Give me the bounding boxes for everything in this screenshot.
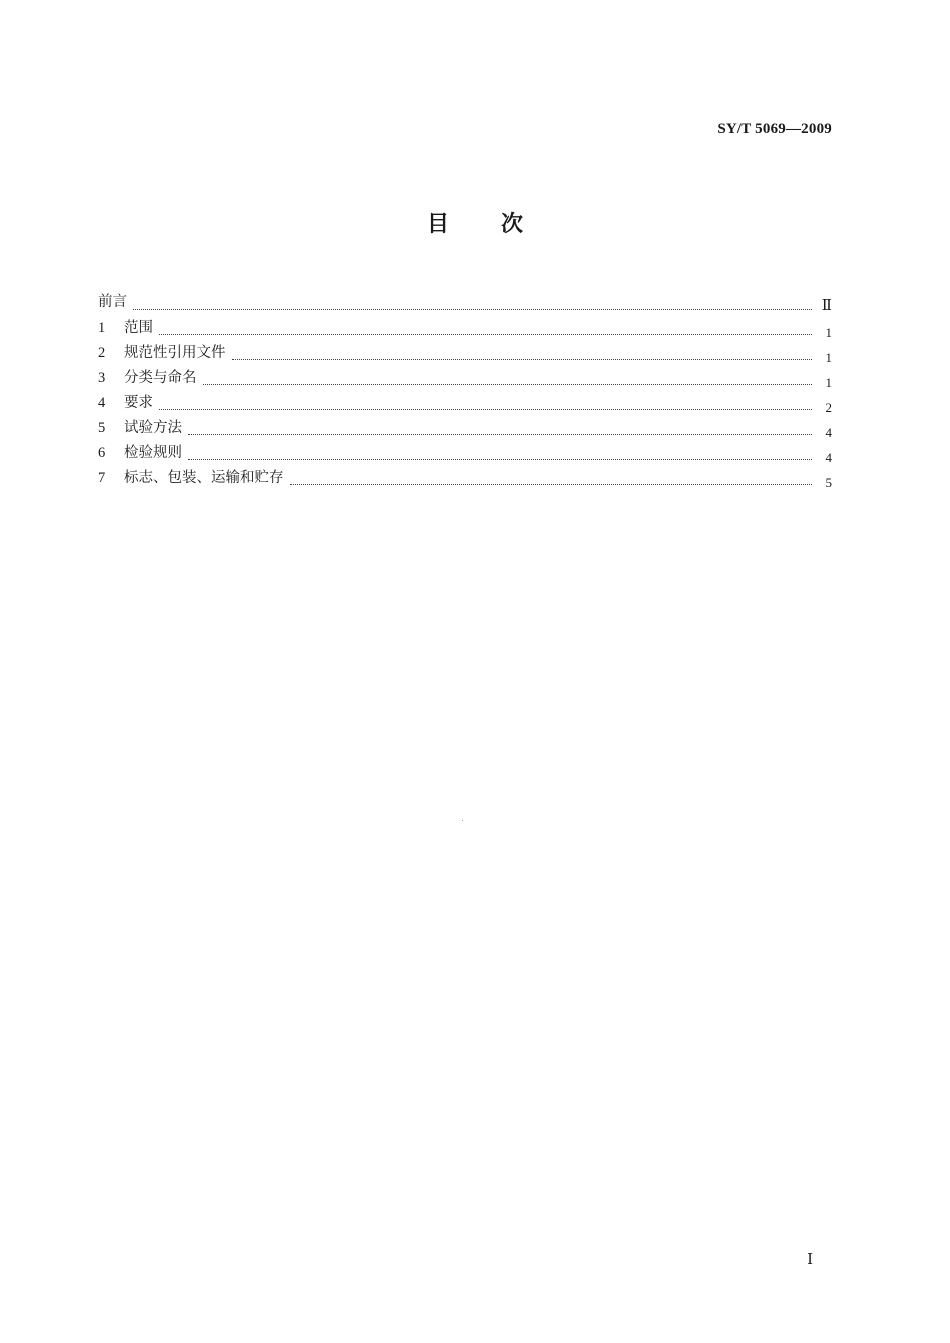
toc-entry-label: 检验规则	[124, 445, 182, 461]
toc-entry-label: 范围	[124, 320, 153, 336]
page-title	[0, 207, 950, 238]
dot-leader	[203, 384, 813, 385]
dot-leader	[232, 359, 813, 360]
dot-leader	[290, 484, 813, 485]
toc-entry-label: 前言	[98, 294, 127, 310]
standard-code: SY/T 5069—2009	[717, 121, 832, 137]
toc-entry-preface[interactable]	[98, 290, 832, 315]
dot-leader	[159, 409, 812, 410]
toc-entry-scope[interactable]	[98, 315, 832, 340]
toc-entry-number: 1	[98, 320, 106, 336]
toc-entry-number: 5	[98, 420, 106, 436]
toc-entry-label: 试验方法	[124, 420, 182, 436]
page-number: Ⅰ	[807, 1252, 813, 1268]
title-char-2: 次	[501, 212, 524, 237]
toc-entry-number: 6	[98, 445, 106, 461]
toc-entry-marking-packaging[interactable]	[98, 465, 832, 490]
toc-entry-label: 分类与命名	[124, 370, 197, 386]
dot-leader	[159, 334, 812, 335]
dot-leader	[188, 459, 812, 460]
toc-entry-label: 规范性引用文件	[124, 345, 226, 361]
toc-entry-requirements[interactable]	[98, 390, 832, 415]
table-of-contents	[98, 290, 832, 490]
toc-entry-number: 4	[98, 395, 106, 411]
toc-entry-number: 7	[98, 470, 106, 486]
toc-entry-page: 4	[825, 425, 832, 440]
dot-leader	[188, 434, 812, 435]
toc-entry-page: 4	[825, 450, 832, 465]
toc-entry-page: 1	[825, 350, 832, 365]
toc-entry-label: 要求	[124, 395, 153, 411]
title-char-1: 目	[426, 212, 449, 237]
toc-entry-page: 1	[825, 375, 832, 390]
scan-speck	[462, 820, 463, 821]
toc-entry-number: 3	[98, 370, 106, 386]
toc-entry-normative-references[interactable]	[98, 340, 832, 365]
toc-entry-page: 5	[825, 475, 832, 490]
toc-entry-label: 标志、包装、运输和贮存	[124, 470, 284, 486]
toc-entry-classification[interactable]	[98, 365, 832, 390]
toc-entry-test-methods[interactable]	[98, 415, 832, 440]
dot-leader	[133, 309, 812, 310]
toc-entry-number: 2	[98, 345, 106, 361]
toc-entry-page: Ⅱ	[821, 298, 832, 314]
toc-entry-inspection-rules[interactable]	[98, 440, 832, 465]
toc-entry-page: 2	[825, 400, 832, 415]
toc-entry-page: 1	[825, 325, 832, 340]
